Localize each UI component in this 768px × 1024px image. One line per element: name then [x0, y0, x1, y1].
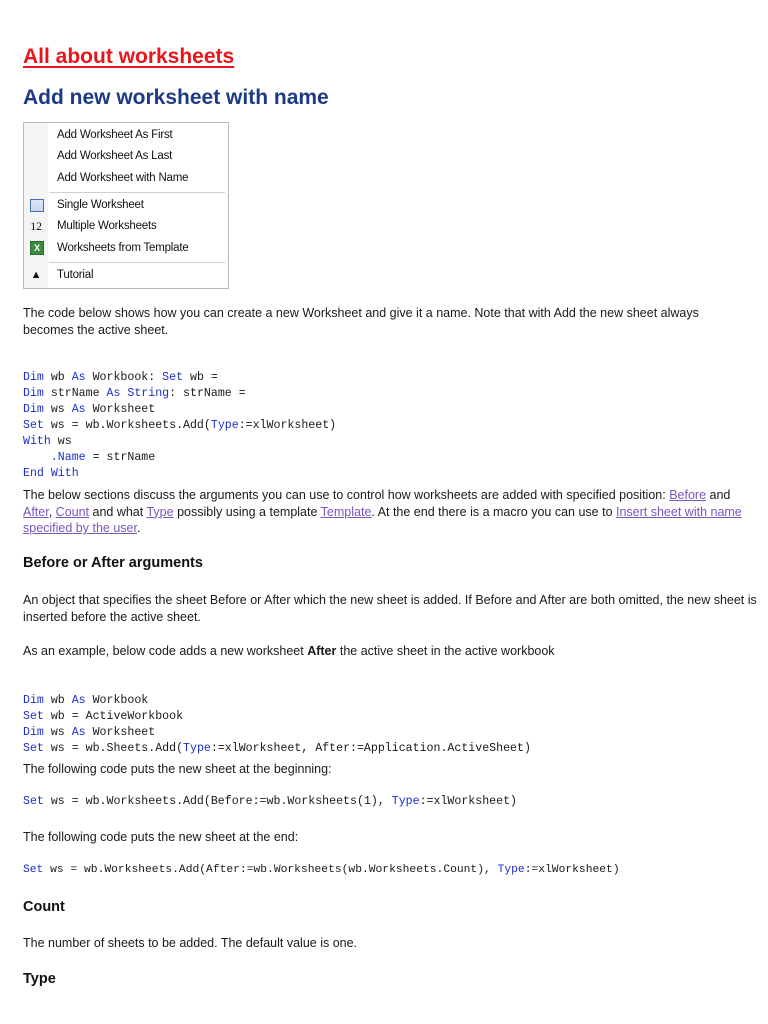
code-line: .Name = strName — [50, 451, 156, 464]
count-description: The number of sheets to be added. The default value is one. — [23, 936, 358, 950]
menu-item-add-first[interactable] — [24, 125, 228, 145]
page-title: All about worksheets — [23, 45, 235, 68]
link-count[interactable]: Count — [55, 504, 90, 519]
text: possibly using a template — [173, 504, 321, 519]
link-type[interactable]: Type — [146, 504, 174, 519]
code-line: Dim wb As Workbook: Set wb = — [23, 371, 218, 384]
menu-item-tutorial[interactable] — [24, 265, 228, 285]
menu-item-add-with-name[interactable] — [24, 168, 228, 188]
type-heading: Type — [23, 971, 56, 987]
menu-item-label: Single Worksheet — [57, 199, 144, 211]
code-line: Dim ws As Worksheet — [23, 403, 156, 416]
menu-item-worksheets-from-template[interactable] — [24, 238, 228, 258]
bold-text: After — [307, 644, 337, 658]
menu-item-label: Tutorial — [57, 269, 94, 281]
code-line: Set ws = wb.Worksheets.Add(Type:=xlWorksheet) — [23, 419, 337, 432]
sheet-icon — [30, 199, 44, 212]
text: and what — [89, 504, 147, 519]
beginning-paragraph: The following code puts the new sheet at the beginning: — [23, 762, 332, 776]
menu-item-label: Add Worksheet As Last — [57, 150, 173, 162]
text: The below sections discuss the arguments you can use to control how worksheets are added with specified position: — [23, 488, 670, 502]
code-block-3: Set ws = wb.Worksheets.Add(Before:=wb.Worksheets(1), Type:=xlWorksheet) — [23, 795, 517, 808]
link-template[interactable]: Template — [320, 504, 372, 519]
menu-item-label: Add Worksheet As First — [57, 129, 173, 141]
text: . At the end there is a macro you can use to — [371, 504, 616, 519]
context-menu — [23, 122, 229, 289]
number-12-icon: 12 — [30, 219, 42, 233]
text: . — [136, 521, 141, 535]
end-paragraph: The following code puts the new sheet at the end: — [23, 830, 299, 844]
menu-item-single-worksheet[interactable] — [24, 195, 228, 215]
count-heading: Count — [23, 899, 65, 915]
intro-paragraph: The code below shows how you can create a new Worksheet and give it a name. Note that with Add the new sheet always becomes the active sheet. — [23, 306, 699, 337]
link-insert-sheet[interactable]: Insert sheet with name specified by the user — [23, 504, 742, 535]
link-after[interactable]: After — [23, 504, 49, 519]
link-before[interactable]: Before — [669, 488, 707, 502]
menu-item-multiple-worksheets[interactable] — [24, 216, 228, 236]
code-line: Dim wb As Workbook — [23, 694, 149, 707]
code-line: Dim ws As Worksheet — [23, 726, 156, 739]
menu-separator — [49, 192, 225, 193]
graduation-cap-icon: ▲ — [30, 269, 42, 281]
code-line: Set ws = wb.Sheets.Add(Type:=xlWorksheet, After:=Application.ActiveSheet) — [23, 742, 531, 755]
code-line: Dim strName As String: strName = — [23, 387, 246, 400]
before-after-example — [23, 643, 753, 660]
code-block-4: Set ws = wb.Worksheets.Add(After:=wb.Worksheets(wb.Worksheets.Count), Type:=xlWorksheet) — [23, 864, 620, 876]
before-after-description: An object that specifies the sheet Before or After which the new sheet is added. If Before and After are both omitted, the new sheet is inserted before the active sheet. — [23, 593, 757, 624]
menu-item-label: Worksheets from Template — [57, 242, 189, 254]
excel-template-icon: X — [30, 241, 44, 255]
sections-intro-paragraph — [23, 487, 753, 537]
code-line: Set wb = ActiveWorkbook — [23, 710, 184, 723]
section-heading: Add new worksheet with name — [23, 86, 329, 109]
text: As an example, below code adds a new worksheet — [23, 644, 308, 658]
text: , — [48, 504, 56, 519]
menu-separator — [49, 262, 225, 263]
code-line: End With — [23, 467, 79, 480]
menu-item-label: Multiple Worksheets — [57, 220, 157, 232]
text: and — [706, 488, 731, 502]
code-line: With ws — [23, 435, 72, 448]
text: the active sheet in the active workbook — [336, 644, 555, 658]
before-after-heading: Before or After arguments — [23, 555, 203, 571]
menu-item-add-last[interactable] — [24, 146, 228, 166]
menu-item-label: Add Worksheet with Name — [57, 172, 189, 184]
